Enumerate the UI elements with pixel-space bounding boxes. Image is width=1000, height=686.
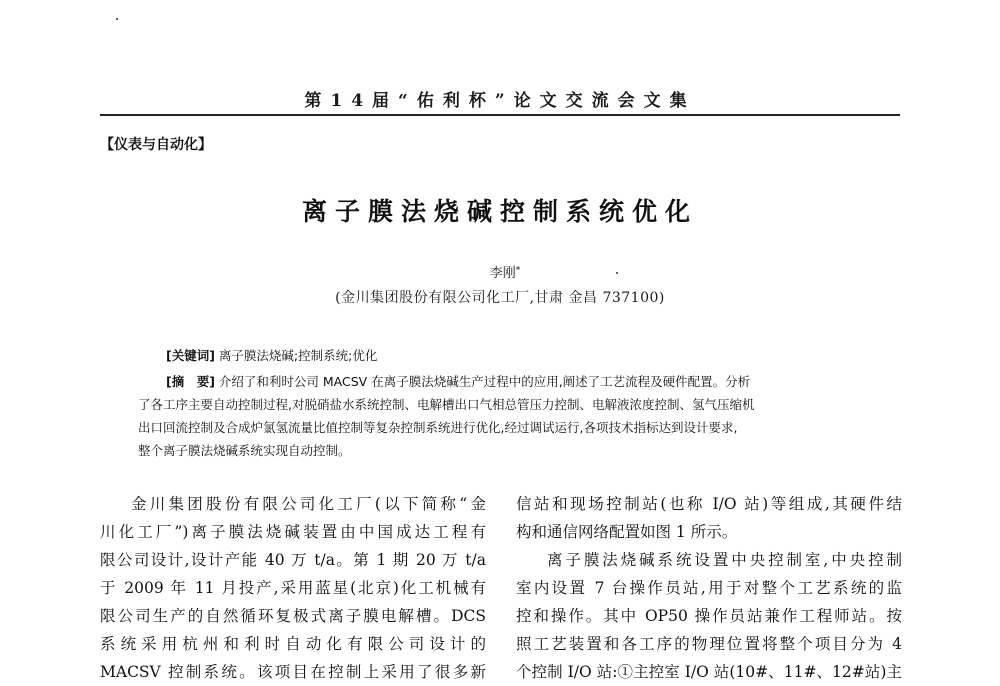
body-column-left	[100, 490, 486, 686]
body-line: 于 2009 年 11 月投产,采用蓝星(北京)化工机械有	[100, 579, 486, 597]
abstract-line: 了各工序主要自动控制过程,对脱硝盐水系统控制、电解槽出口气相总管压力控制、电解液浓度控制、氢气压缩机	[138, 397, 755, 412]
body-line: 照工艺装置和各工序的物理位置将整个项目分为 4	[516, 635, 902, 653]
scan-speck	[616, 272, 618, 274]
author-name: 李刚	[489, 266, 516, 281]
author-footnote-mark: *	[515, 266, 521, 276]
body-line: 川化工厂”)离子膜法烧碱装置由中国成达工程有	[100, 523, 486, 541]
header-rule	[100, 114, 900, 116]
keywords	[166, 346, 377, 364]
body-line: 室内设置 7 台操作员站,用于对整个工艺系统的监	[516, 579, 902, 597]
body-line: 限公司设计,设计产能 40 万 t/a。第 1 期 20 万 t/a	[100, 551, 486, 569]
body-line: 离子膜法烧碱系统设置中央控制室,中央控制	[547, 551, 902, 569]
body-line: MACSV 控制系统。该项目在控制上采用了很多新	[100, 663, 486, 681]
keywords-text: 离子膜法烧碱;控制系统;优化	[218, 348, 378, 363]
abstract-line: [摘 要] 介绍了和利时公司 MACSV 在离子膜法烧碱生产过程中的应用,阐述了工艺流程及硬件配置。分析	[166, 374, 751, 389]
keywords-label: [关键词]	[166, 348, 215, 363]
abstract	[138, 370, 880, 462]
body-column-right	[516, 490, 902, 686]
body-line: 金川集团股份有限公司化工厂(以下简称“金	[131, 495, 486, 513]
abstract-line: 出口回流控制及合成炉氯氢流量比值控制等复杂控制系统进行优化,经过调试运行,各项技术指标达到设计要求,	[138, 420, 738, 435]
body-line: 构和通信网络配置如图 1 所示。	[516, 523, 738, 541]
abstract-line: 整个离子膜法烧碱系统实现自动控制。	[138, 443, 351, 458]
author-line	[0, 262, 1000, 281]
running-header: 第14届“佑利杯”论文交流会文集	[304, 91, 696, 111]
body-line: 个控制 I/O 站:①主控室 I/O 站(10#、11#、12#站)主	[516, 663, 902, 681]
scan-speck	[116, 18, 118, 20]
section-tag: 【仪表与自动化】	[100, 137, 212, 153]
body-line: 系统采用杭州和利时自动化有限公司设计的	[100, 635, 486, 653]
author-affiliation: (金川集团股份有限公司化工厂,甘肃 金昌 737100)	[335, 290, 665, 306]
body-line: 信站和现场控制站(也称 I/O 站)等组成,其硬件结	[516, 495, 902, 513]
body-line: 限公司生产的自然循环复极式离子膜电解槽。DCS	[100, 607, 486, 625]
abstract-label: [摘 要]	[166, 374, 215, 389]
article-title: 离子膜法烧碱控制系统优化	[301, 197, 698, 226]
body-line: 控和操作。其中 OP50 操作员站兼作工程师站。按	[516, 607, 902, 625]
